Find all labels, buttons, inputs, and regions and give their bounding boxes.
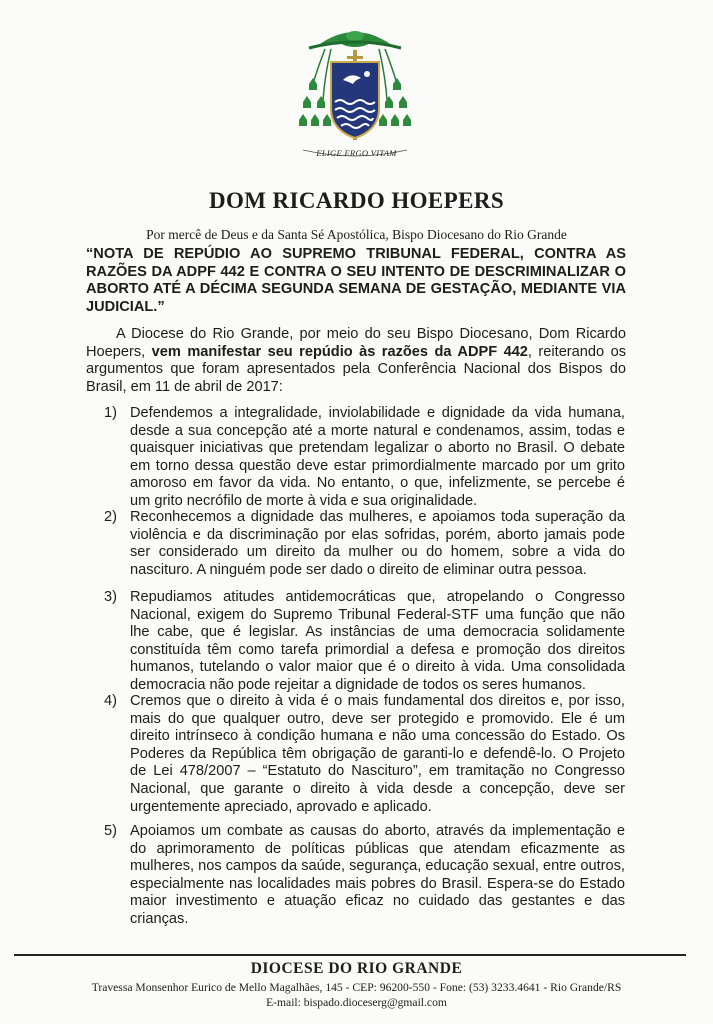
footer-diocese: DIOCESE DO RIO GRANDE <box>250 960 463 977</box>
footer-email: E-mail: bispado.dioceserg@gmail.com <box>266 996 447 1009</box>
intro-text-a: A Diocese do Rio Grande, por meio do seu Bispo Diocesano, Dom Ricardo Hoepers, <box>86 326 626 360</box>
item-number: 5) <box>104 823 117 839</box>
item-text: Apoiamos um combate as causas do aborto, através da implementação e do aprimoramento de políticas públicas que atendam eficazmente as mulheres, nos campos da saúde, segurança, educação sexual, entre outros, especialmente nas localidades mais pobres do Brasil. Espera-se do Estado maior investimento e atuação eficaz no cuidado das gestantes e das crianças. <box>130 823 625 927</box>
item-number: 1) <box>104 405 117 421</box>
item-number: 2) <box>104 509 117 525</box>
item-text: Repudiamos atitudes antidemocráticas que, atropelando o Congresso Nacional, exigem do Supremo Tribunal Federal-STF uma função que não lhe cabe, que é legislar. As instâncias de uma democracia solidamente constituída têm como tarefa primordial a defesa e promoção dos direitos humanos, tutelando o valor maior que é o direito à vida. Uma consolidada democracia não pode rejeitar a dignidade de todos os seres humanos. <box>130 589 625 693</box>
intro-paragraph <box>86 326 626 396</box>
bishop-subtitle: Por mercê de Deus e da Santa Sé Apostólica, Bispo Diocesano do Rio Grande <box>146 227 567 242</box>
bishop-name: DOM RICARDO HOEPERS <box>208 188 505 213</box>
note-title: “NOTA DE REPÚDIO AO SUPREMO TRIBUNAL FEDERAL, CONTRA AS RAZÕES DA ADPF 442 E CONTRA O SEU INTENTO DE DESCRIMINALIZAR O ABORTO ATÉ A DÉCIMA SEGUNDA SEMANA DE GESTAÇÃO, MEDIANTE VIA JUDICIAL.” <box>86 246 626 315</box>
intro-text-b: , reiterando os argumentos que foram apresentados pela Conferência Nacional dos Bispos do Brasil, em 11 de abril de 2017: <box>86 343 626 395</box>
episcopal-coat-of-arms <box>295 22 415 168</box>
footer-address-block <box>0 980 713 1010</box>
item-number: 4) <box>104 693 117 709</box>
footer-divider <box>14 954 686 956</box>
crest-motto: ELIGE ERGO VITAM <box>316 148 397 158</box>
item-text: Defendemos a integralidade, inviolabilidade e dignidade da vida humana, desde a sua concepção até a morte natural e condenamos, assim, todas e quaisquer iniciativas que pretendam legalizar o aborto no Brasil. O debate em torno dessa questão deve estar primordialmente marcado por um grito amoroso em favor da vida. No entanto, o que, infelizmente, se percebe é um grito necrófilo de morte à vida e sua originalidade. <box>130 405 625 509</box>
item-number: 3) <box>104 589 117 605</box>
intro-text-bold: vem manifestar seu repúdio às razões da ADPF 442 <box>151 343 528 360</box>
footer-address: Travessa Monsenhor Eurico de Mello Magalhães, 145 - CEP: 96200-550 - Fone: (53) 3233.4641 - Rio Grande/RS <box>91 981 622 994</box>
item-text: Cremos que o direito à vida é o mais fundamental dos direitos e, por isso, mais do que qualquer outro, deve ser protegido e promovido. Ele é um direito intrínseco à condição humana e não uma concessão do Estado. Os Poderes da República têm obrigação de garanti-lo e defendê-lo. O Projeto de Lei 478/2007 – “Estatuto do Nascituro”, em tramitação no Congresso Nacional, que garante o direito à vida desde a concepção, deve ser urgentemente apreciado, aprovado e aplicado. <box>130 693 625 815</box>
item-text: Reconhecemos a dignidade das mulheres, e apoiamos toda superação da violência e da discriminação por elas sofridas, porém, aborto jamais pode ser considerado um direito da mulher ou do homem, sobre a vida do nascituro. A ninguém pode ser dado o direito de eliminar outra pessoa. <box>130 509 625 578</box>
